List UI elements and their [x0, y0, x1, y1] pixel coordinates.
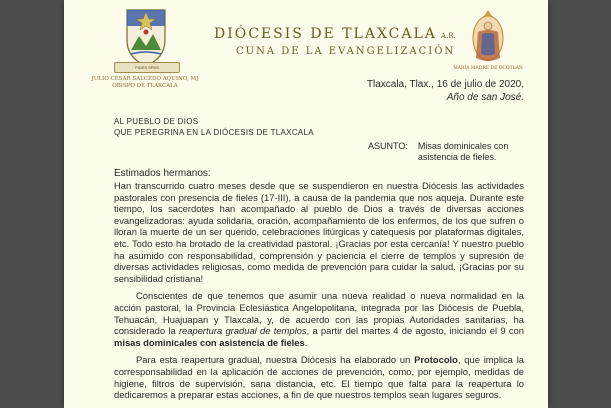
crest-motto-ribbon: FIDES SPES [114, 62, 180, 73]
subject-line2: asistencia de fieles. [417, 152, 497, 162]
paragraph-2-part1: Conscientes de que tenemos que asumir una nueva realidad o nueva normalidad en la acción pastoral, la Provincia Eclesiástica Angelopolitana, integrada por las Diócesis de Puebla, Tehuacán, Huajuapan y Tlaxcala, y, de acuerdo con las propias Autoridades sanitarias, ha considerado la [114, 290, 524, 337]
addressee-line1: AL PUEBLO DE DIOS [114, 117, 199, 126]
addressee-line2: QUE PEREGRINA EN LA DIÓCESIS DE TLAXCALA [114, 128, 314, 137]
subject [368, 141, 508, 163]
letter-page [64, 0, 548, 408]
paragraph-3-bold: Protocolo [414, 354, 458, 366]
diocese-title-suffix: A.R. [440, 32, 456, 40]
paragraph-2 [114, 290, 524, 348]
diocese-crest-logo [121, 6, 171, 68]
paragraph-3-part2: , que implica la corresponsabilidad en la aplicación de acciones de prevención, como, por ejemplo, medidas de higiene, filtros de supervisión, sana distancia, etc. El tiempo que falta para la reapertura lo dedicaremos a preparar estas acciones, a fin de que nuestros templos sean lugares seguros. [114, 354, 524, 401]
diocese-subtitle: CUNA DE LA EVANGELIZACIÓN [236, 46, 456, 57]
dateline-year: Año de san José. [446, 92, 524, 103]
paragraph-2-part2: , a partir del martes 4 de agosto, iniciando el 9 con [306, 325, 524, 337]
subject-text [418, 141, 509, 163]
diocese-title-text: DIÓCESIS DE TLAXCALA [214, 26, 437, 42]
addressee [114, 116, 314, 138]
virgin-caption: MARÍA MADRE DE OCOTLÁN [453, 66, 523, 71]
bishop-name: JULIO CÉSAR SALCEDO AQUINO, MJ [91, 76, 199, 82]
dateline-place-date: Tlaxcala, Tlax., 16 de julio de 2020, [366, 79, 524, 90]
bishop-title: OBISPO DE TLAXCALA [112, 83, 178, 89]
paragraph-2-bold: misas dominicales con asistencia de fieles [114, 336, 305, 348]
subject-label: ASUNTO: [368, 141, 408, 151]
subject-line1: Misas dominicales con [417, 141, 509, 151]
letter-body [114, 180, 524, 407]
paragraph-3-part1: Para esta reapertura gradual, nuestra Diócesis ha elaborado un [136, 354, 415, 366]
greeting: Estimados hermanos: [114, 168, 211, 179]
paragraph-1: Han transcurrido cuatro meses desde que se suspendieron en nuestra Diócesis las actividades pastorales con presencia de fieles (17-III), a causa de la pandemia que nos aqueja. Durante este tiempo, los sacerdotes han acompañado al pueblo de Dios a través de diversas acciones evangelizadoras: ayuda solidaria, oración, acompañamiento de los enfermos, de los que sufren o lloran la muerte de un ser querido, celebraciones litúrgicas y catequesis por plataformas digitales, etc. Todo esto ha brotado de la creatividad pastoral. ¡Gracias por esta cercanía! Y nuestro pueblo ha asumido con responsabilidad, comprensión y paciencia el cierre de templos y supresión de diversas actividades religiosas, como medida de prevención para cuidar la salud. ¡Gracias por su sensibilidad cristiana! [114, 180, 524, 284]
virgin-ocotlan-icon [466, 8, 510, 66]
diocese-title [214, 26, 456, 42]
paragraph-2-italic: reapertura gradual de templos [178, 325, 307, 337]
dateline [334, 78, 524, 104]
paragraph-3 [114, 354, 524, 400]
paragraph-2-part3: . [304, 336, 308, 348]
